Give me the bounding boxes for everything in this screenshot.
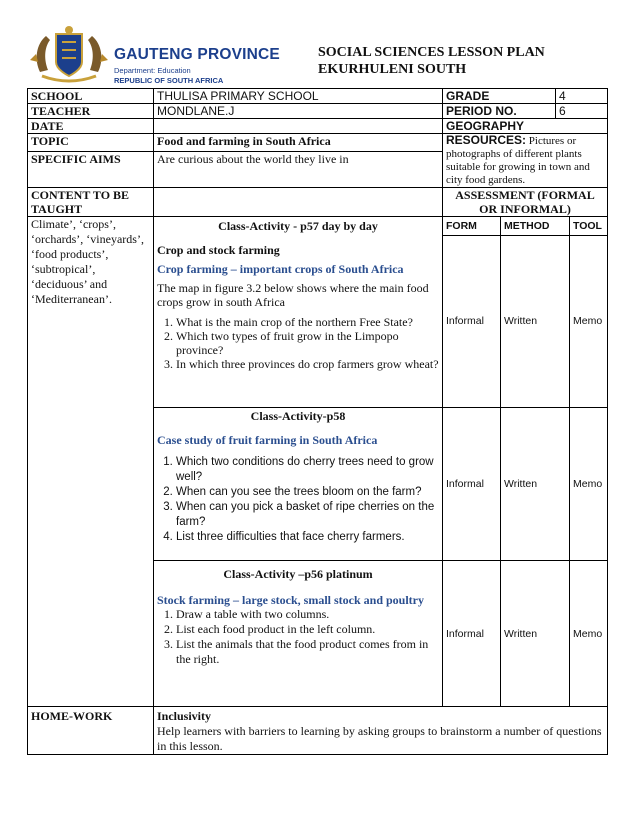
topic-value: Food and farming in South Africa	[154, 134, 443, 152]
content-terms: Climate’, ‘crops’, ‘orchards’, ‘vineyards’, ‘food products’, ‘subtropical’, ‘deciduous’ and ‘Mediterranean’.	[28, 217, 154, 707]
homework-label: HOME-WORK	[28, 707, 154, 755]
assessment-label: ASSESSMENT (FORMAL OR INFORMAL)	[443, 188, 608, 217]
form-value: Informal	[446, 478, 484, 490]
resources-cell	[443, 134, 608, 188]
activity-1-title: Class-Activity - p57 day by day	[218, 219, 378, 233]
content-label: CONTENT TO BE TAUGHT	[28, 188, 154, 217]
activity-1-heading: Crop farming – important crops of South Africa	[157, 262, 404, 276]
tool-value: Memo	[570, 408, 608, 560]
activity-3-questions	[157, 607, 439, 667]
question: 2. List each food product in the left column.	[176, 622, 439, 637]
homework-text: Help learners with barriers to learning by asking groups to brainstorm a number of questions in this lesson.	[157, 724, 602, 753]
activity-2-questions	[157, 455, 439, 545]
form-value: Informal	[446, 627, 484, 640]
resources-label: RESOURCES:	[446, 133, 527, 147]
assessment-3	[443, 561, 608, 707]
republic-name: REPUBLIC OF SOUTH AFRICA	[114, 76, 224, 85]
tool-value: Memo	[570, 235, 608, 407]
homework-title: Inclusivity	[157, 709, 212, 723]
activity-1-subtitle: Crop and stock farming	[157, 243, 280, 257]
grade-value: 4	[556, 89, 608, 104]
school-label: SCHOOL	[28, 89, 154, 104]
form-header: FORM	[446, 220, 477, 232]
question: 4. List three difficulties that face cherry farmers.	[176, 530, 439, 545]
method-value: Written	[501, 561, 570, 706]
assessment-1	[443, 217, 608, 408]
method-header: METHOD	[501, 217, 570, 235]
activity-3	[154, 561, 443, 707]
question: 3. In which three provinces do crop farmers grow wheat?	[176, 357, 439, 371]
subject-value: GEOGRAPHY	[443, 119, 608, 134]
province-name: GAUTENG PROVINCE	[114, 46, 280, 63]
grade-label: GRADE	[443, 89, 556, 104]
activity-2-heading: Case study of fruit farming in South Africa	[157, 433, 378, 447]
date-value	[154, 119, 443, 134]
aims-value: Are curious about the world they live in	[154, 152, 443, 188]
question: 1. Which two conditions do cherry trees need to grow well?	[176, 455, 439, 485]
period-value: 6	[556, 104, 608, 119]
teacher-value: MONDLANE.J	[154, 104, 443, 119]
homework-cell	[154, 707, 608, 755]
question: 2. Which two types of fruit grow in the Limpopo province?	[176, 329, 439, 357]
question: 3. When can you pick a basket of ripe cherries on the farm?	[176, 500, 439, 530]
activity-2-title: Class-Activity-p58	[250, 409, 346, 423]
question: 1. What is the main crop of the northern Free State?	[176, 315, 439, 329]
method-value: Written	[501, 235, 570, 407]
title-line-1: SOCIAL SCIENCES LESSON PLAN	[318, 45, 545, 60]
gauteng-logo	[28, 24, 288, 86]
date-label: DATE	[28, 119, 154, 134]
title-line-2: EKURHULENI SOUTH	[318, 62, 467, 77]
department-name: Department: Education	[114, 66, 191, 75]
activity-3-heading: Stock farming – large stock, small stock and poultry	[157, 593, 424, 607]
tool-value: Memo	[570, 561, 608, 706]
resources-text: photographs of different plants suitable for growing in town and city food gardens.	[446, 148, 590, 186]
activity-1-questions	[157, 315, 439, 371]
question: 1. Draw a table with two columns.	[176, 607, 439, 622]
coat-of-arms-icon	[28, 24, 110, 86]
activity-1	[154, 217, 443, 408]
method-value: Written	[501, 408, 570, 560]
activity-3-title: Class-Activity –p56 platinum	[223, 567, 373, 581]
teacher-label: TEACHER	[28, 104, 154, 119]
topic-label: TOPIC	[28, 134, 154, 152]
assessment-2	[443, 408, 608, 561]
activity-2	[154, 408, 443, 561]
form-value: Informal	[443, 235, 501, 407]
aims-label: SPECIFIC AIMS	[28, 152, 154, 188]
activity-1-intro: The map in figure 3.2 below shows where the main food crops grow in south Africa	[157, 281, 429, 309]
question: 3. List the animals that the food product comes from in the right.	[176, 637, 439, 667]
lesson-plan-table	[27, 88, 607, 755]
resources-head-rest: Pictures or	[528, 135, 577, 147]
document-title	[318, 44, 545, 78]
tool-header: TOOL	[570, 217, 608, 235]
question: 2. When can you see the trees bloom on the farm?	[176, 485, 439, 500]
content-header-blank	[154, 188, 443, 217]
school-value: THULISA PRIMARY SCHOOL	[154, 89, 443, 104]
period-label: PERIOD NO.	[443, 104, 556, 119]
